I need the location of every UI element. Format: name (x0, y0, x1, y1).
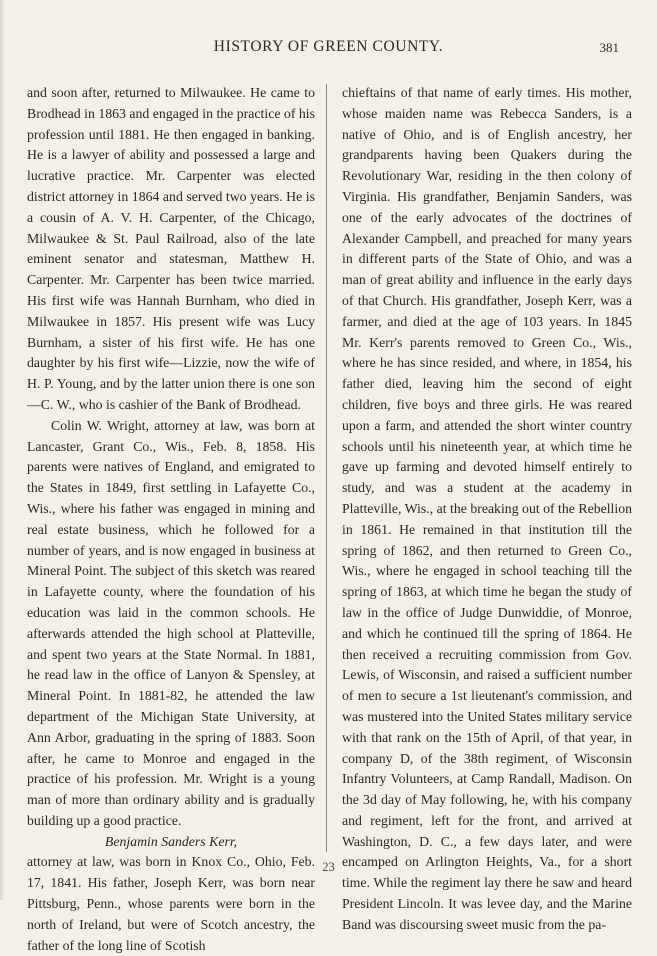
page-edge-shadow (0, 0, 5, 900)
paragraph-kerr-continued: chieftains of that name of early times. His mother, whose maiden name was Rebecca Sanders, is a native of Ohio, and is of English ancestry, her grandparents having been Quakers during the Revolutionary War, residing in the then colony of Virginia. His grandfather, Benjamin Sanders, was one of the early advocates of the doctrines of Alexander Campbell, and preached for many years in different parts of the State of Ohio, and was a man of great ability and influence in the early days of that Church. His grandfather, Joseph Kerr, was a farmer, and died at the age of 103 years. In 1845 Mr. Kerr's parents removed to Green Co., Wis., where he has since resided, and where, in 1854, his father died, leaving him the second of eight children, five boys and three girls. He was reared upon a farm, and attended the short winter country schools until his nineteenth year, at which time he gave up farming and devoted himself entirely to study, and was a student at the academy in Platteville, Wis., at the breaking out of the Rebellion in 1861. He remained in that institution till the spring of 1862, and then returned to Green Co., Wis., where he engaged in school teaching till the spring of 1863, at which time he began the study of law in the office of Judge Dunwiddie, of Monroe, and which he continued till the spring of 1864. He then received a recruiting commission from Gov. Lewis, of Wisconsin, and raised a sufficient number of men to secure a 1st lieutenant's commission, and was mustered into the United States military service with that rank on the 15th of April, of that year, in company D, of the 38th regiment, of Wisconsin Infantry Volunteers, at Camp Randall, Madison. On the 3d day of May following, he, with his company and regiment, left for the front, and arrived at Washington, D. C., a few days later, and were encamped on Arlington Heights, Va., for a short time. While the regiment lay there he saw and heard President Lincoln. It was levee day, and the Marine Band was discoursing sweet music from the pa- (342, 85, 633, 932)
signature-mark: 23 (322, 860, 335, 874)
right-column (342, 83, 632, 936)
paragraph-carpenter: and soon after, returned to Milwaukee. He came to Brodhead in 1863 and engaged in the practice of his profession until 1881. He then engaged in banking. He is a lawyer of ability and possessed a large and lucrative practice. Mr. Carpenter was elected district attorney in 1864 and served two years. He is a cousin of A. V. H. Carpenter, of the Chicago, Milwaukee & St. Paul Railroad, also of the late eminent senator and statesman, Matthew H. Carpenter. Mr. Carpenter has been twice married. His first wife was Hannah Burnham, who died in Milwaukee in 1857. His present wife was Lucy Burnham, a sister of his first wife. He has one daughter by his first wife—Lizzie, now the wife of H. P. Young, and by the latter union there is one son—C. W., who is cashier of the Bank of Brodhead. (27, 85, 315, 412)
page-number: 381 (599, 40, 619, 55)
column-divider (326, 84, 327, 852)
paragraph-wright: Colin W. Wright, attorney at law, was born at Lancaster, Grant Co., Wis., Feb. 8, 1858. His parents were natives of England, and emigrated to the States in 1849, first settling in Lafayette Co., Wis., where his father was engaged in mining and real estate business, which he followed for a number of years, and is now engaged in business at Mineral Point. The subject of this sketch was reared in Lafayette county, where the foundation of his education was laid in the common schools. He afterwards attended the high school at Platteville, and spent two years at the State Normal. In 1881, he read law in the office of Lanyon & Spensley, at Mineral Point. In 1881-82, he attended the law department of the Michigan State University, at Ann Arbor, graduating in the spring of 1883. Soon after, he came to Monroe and engaged in the practice of his profession. Mr. Wright is a young man of more than ordinary ability and is gradually building up a good practice. (27, 417, 315, 828)
page-header (0, 38, 657, 60)
running-title: HISTORY OF GREEN COUNTY. (213, 38, 444, 55)
section-heading-kerr: Benjamin Sanders Kerr, (104, 833, 238, 849)
left-column (27, 83, 315, 956)
paragraph-kerr-intro: attorney at law, was born in Knox Co., Ohio, Feb. 17, 1841. His father, Joseph Kerr, was born near Pittsburg, Penn., whose parents were born in the north of Ireland, but were of Scotch ancestry, the father of the long line of Scotish (27, 854, 315, 953)
